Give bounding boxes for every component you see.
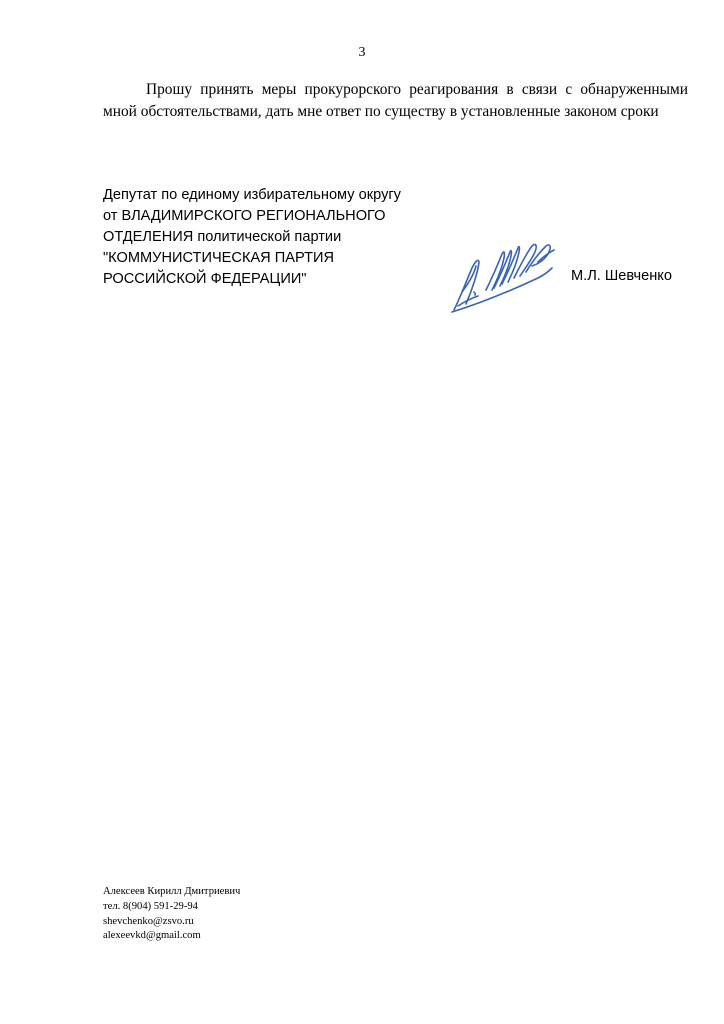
deputy-title-line: Депутат по единому избирательному округу [103, 187, 401, 203]
deputy-title-line: "КОММУНИСТИЧЕСКАЯ ПАРТИЯ [103, 250, 335, 266]
deputy-title-block [103, 185, 463, 290]
page-number: 3 [358, 45, 366, 60]
contact-name: Алексеев Кирилл Дмитриевич [103, 886, 241, 897]
contact-block [103, 885, 240, 944]
contact-email-personal: alexeevkd@gmail.com [103, 930, 201, 942]
deputy-title-line: РОССИЙСКОЙ ФЕДЕРАЦИИ" [103, 271, 307, 287]
request-paragraph: Прошу принять меры прокурорского реагирования в связи с обнаруженными мной обстоятельствами, дать мне ответ по существу в установленные законом сроки [103, 81, 688, 120]
deputy-title-line: ОТДЕЛЕНИЯ политической партии [103, 229, 342, 245]
signer-name: М.Л. Шевченко [571, 268, 672, 284]
contact-email-work: shevchenko@zsvo.ru [103, 915, 194, 927]
contact-phone: тел. 8(904) 591-29-94 [103, 900, 198, 912]
deputy-title-line: от ВЛАДИМИРСКОГО РЕГИОНАЛЬНОГО [103, 208, 386, 224]
handwritten-signature [448, 232, 558, 314]
